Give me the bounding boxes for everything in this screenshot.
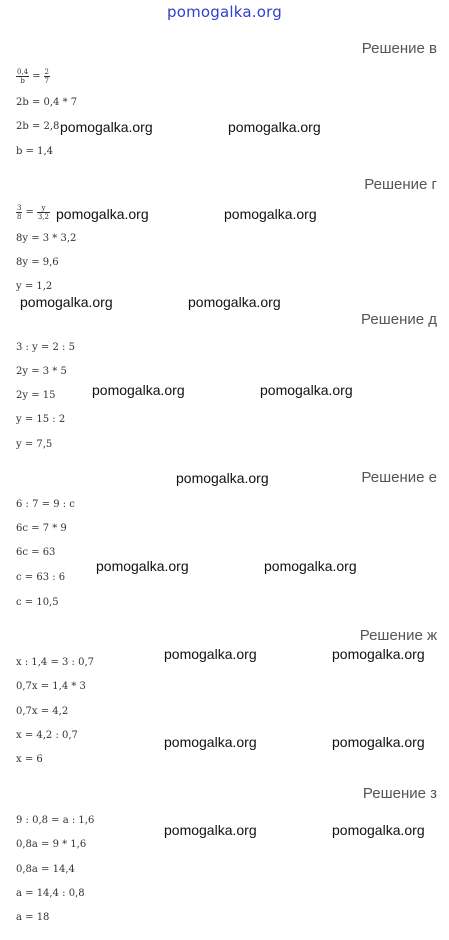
solution-line: y = 15 : 2 [16,414,66,425]
watermark: pomogalka.org [92,382,185,398]
equals-sign: = [25,207,34,218]
solution-line: x : 1,4 = 3 : 0,7 [16,657,94,668]
watermark: pomogalka.org [164,734,257,750]
numerator: 3 [17,204,22,212]
solution-line: 3 : y = 2 : 5 [16,342,75,353]
solution-line: b = 1,4 [16,146,54,157]
denominator: 7 [44,77,49,85]
watermark: pomogalka.org [332,646,425,662]
watermark: pomogalka.org [332,734,425,750]
section-heading-zh: Решение ж [359,627,437,644]
solution-line: 0,8a = 9 * 1,6 [16,839,87,850]
watermark: pomogalka.org [264,558,357,574]
solution-line: x = 6 [16,754,43,765]
solution-line: 2b = 0,4 * 7 [16,97,78,108]
solution-line: a = 18 [16,912,50,923]
solution-line: 2y = 15 [16,390,56,401]
solution-line: x = 4,2 : 0,7 [16,730,78,741]
solution-line: 2y = 3 * 5 [16,366,67,377]
solution-line: 8y = 3 * 3,2 [16,233,77,244]
section-heading-v: Решение в [361,40,437,57]
watermark: pomogalka.org [260,382,353,398]
watermark: pomogalka.org [332,822,425,838]
watermark: pomogalka.org [96,558,189,574]
solution-line: y = 1,2 [16,281,53,292]
solution-line: 0,7x = 1,4 * 3 [16,681,86,692]
solution-line: 6c = 7 * 9 [16,523,67,534]
fraction [37,204,50,221]
section-heading-e: Решение е [361,469,437,486]
solution-line: c = 10,5 [16,597,59,608]
numerator: 2 [44,68,49,76]
section-heading-g: Решение г [364,176,437,193]
section-heading-z: Решение з [362,785,437,802]
solution-line: 2b = 2,8 [16,121,60,132]
numerator: 0,4 [17,68,29,76]
solution-line: 6 : 7 = 9 : c [16,499,75,510]
fraction [16,68,29,85]
solution-line: 0,7x = 4,2 [16,706,69,717]
solution-line: 6c = 63 [16,547,56,558]
site-logo[interactable]: pomogalka.org [167,3,282,21]
denominator: 3,2 [37,213,49,221]
solution-line: 0,8a = 14,4 [16,864,75,875]
watermark: pomogalka.org [56,206,149,222]
solution-line: 8y = 9,6 [16,257,59,268]
watermark: pomogalka.org [188,294,281,310]
fraction [44,68,50,85]
fraction-equation [16,204,50,221]
numerator: y [37,204,50,213]
denominator: 8 [17,213,22,221]
section-heading-d: Решение д [361,311,437,328]
watermark: pomogalka.org [60,119,153,135]
solution-line: y = 7,5 [16,439,53,450]
solution-line: 9 : 0,8 = a : 1,6 [16,815,95,826]
fraction [16,204,22,221]
denominator: b [20,77,25,85]
solution-line: a = 14,4 : 0,8 [16,888,85,899]
watermark: pomogalka.org [164,822,257,838]
solution-line: c = 63 : 6 [16,572,66,583]
fraction-equation [16,68,50,85]
watermark: pomogalka.org [224,206,317,222]
watermark: pomogalka.org [176,470,269,486]
watermark: pomogalka.org [228,119,321,135]
watermark: pomogalka.org [164,646,257,662]
equals-sign: = [32,71,41,82]
watermark: pomogalka.org [20,294,113,310]
